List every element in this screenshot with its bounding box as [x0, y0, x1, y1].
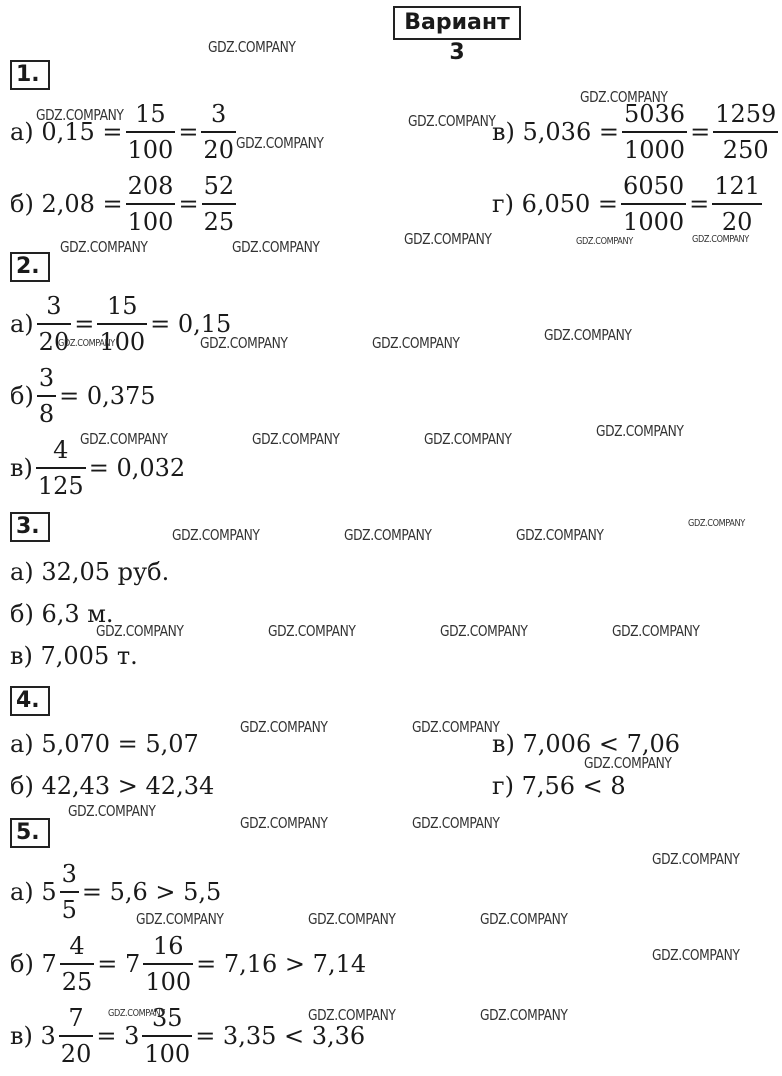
numerator: 3	[46, 292, 62, 320]
numerator: 1259	[715, 100, 777, 128]
numerator: 208	[127, 172, 174, 200]
label: в)	[492, 118, 515, 146]
task-2-number: 2.	[10, 252, 50, 282]
denominator: 1000	[623, 208, 685, 236]
watermark: GDZ.COMPANY	[516, 526, 604, 544]
fraction	[622, 97, 687, 167]
watermark: GDZ.COMPANY	[252, 430, 340, 448]
numerator: 4	[53, 436, 69, 464]
numerator: 16	[152, 932, 184, 960]
watermark: GDZ.COMPANY	[576, 236, 633, 247]
watermark: GDZ.COMPANY	[200, 334, 288, 352]
decimal: 5,036	[522, 118, 592, 146]
watermark: GDZ.COMPANY	[136, 910, 224, 928]
task-2b: б) $\frac{3}{8}$ = 0,375	[10, 370, 156, 422]
label: а)	[10, 118, 34, 146]
fraction	[60, 857, 79, 927]
watermark: GDZ.COMPANY	[80, 430, 168, 448]
answer: 5,070 = 5,07	[41, 730, 199, 758]
fraction	[202, 169, 237, 239]
task-5b: б) 7 $\frac{4}{25}$ = 7 $\frac{16}{100}$ = 7,16 > 7,14	[10, 938, 366, 990]
denominator: 1000	[623, 136, 686, 164]
decimal: 0,15	[41, 118, 95, 146]
decimal: 2,08	[41, 190, 95, 218]
label: б)	[10, 950, 34, 978]
watermark: GDZ.COMPANY	[692, 234, 749, 245]
mixed-number	[41, 1001, 97, 1071]
denominator: 100	[127, 208, 174, 236]
label: а)	[10, 878, 34, 906]
watermark: GDZ.COMPANY	[424, 430, 512, 448]
watermark: GDZ.COMPANY	[688, 518, 745, 529]
fraction	[126, 169, 176, 239]
watermark: GDZ.COMPANY	[60, 238, 148, 256]
denominator: 25	[203, 208, 235, 236]
numerator: 52	[203, 172, 235, 200]
watermark: GDZ.COMPANY	[344, 526, 432, 544]
denominator: 5	[61, 896, 77, 924]
mixed-number	[41, 929, 97, 999]
denominator: 20	[38, 328, 70, 356]
watermark: GDZ.COMPANY	[68, 802, 156, 820]
watermark: GDZ.COMPANY	[172, 526, 260, 544]
watermark: GDZ.COMPANY	[612, 622, 700, 640]
task-4-number: 4.	[10, 686, 50, 716]
watermark: GDZ.COMPANY	[96, 622, 184, 640]
task-3v	[10, 638, 138, 674]
watermark: GDZ.COMPANY	[372, 334, 460, 352]
task-4g	[492, 768, 626, 804]
tail: = 7,16 > 7,14	[196, 950, 367, 978]
label: б)	[10, 600, 34, 628]
watermark: GDZ.COMPANY	[652, 850, 740, 868]
watermark: GDZ.COMPANY	[544, 326, 632, 344]
whole: 3	[40, 1022, 56, 1050]
tail: = 3,35 < 3,36	[195, 1022, 366, 1050]
numerator: 35	[152, 1004, 183, 1032]
whole: 7	[41, 950, 57, 978]
numerator: 5036	[623, 100, 686, 128]
numerator: 15	[106, 292, 138, 320]
numerator: 3	[38, 364, 55, 392]
denominator: 20	[203, 136, 234, 164]
watermark: GDZ.COMPANY	[236, 134, 324, 152]
result: 0,375	[86, 382, 156, 410]
label: а)	[10, 730, 34, 758]
numerator: 4	[69, 932, 85, 960]
denominator: 100	[99, 328, 146, 356]
label: а)	[10, 558, 34, 586]
whole: 3	[124, 1022, 140, 1050]
watermark: GDZ.COMPANY	[652, 946, 740, 964]
label: б)	[10, 772, 34, 800]
answer: 7,56 < 8	[521, 772, 626, 800]
label: г)	[492, 772, 514, 800]
task-2a: а) $\frac{3}{20}$ = $\frac{15}{100}$ = 0,15	[10, 298, 231, 350]
whole: 5	[41, 878, 57, 906]
watermark: GDZ.COMPANY	[412, 718, 500, 736]
answer: 32,05 руб.	[41, 558, 170, 586]
watermark: GDZ.COMPANY	[240, 814, 328, 832]
denominator: 8	[38, 400, 55, 428]
task-5-number: 5.	[10, 818, 50, 848]
task-3a	[10, 554, 169, 590]
numerator: 3	[211, 100, 227, 128]
task-1g: г) 6,050 = $\frac{6050}{1000}$ = $\frac{121}{20}$	[492, 178, 765, 230]
watermark: GDZ.COMPANY	[268, 622, 356, 640]
watermark: GDZ.COMPANY	[240, 718, 328, 736]
denominator: 125	[37, 472, 84, 500]
label: в)	[10, 642, 33, 670]
watermark: GDZ.COMPANY	[108, 1008, 165, 1019]
denominator: 25	[61, 968, 93, 996]
label: г)	[492, 190, 514, 218]
whole: 7	[125, 950, 141, 978]
result: 0,032	[116, 454, 186, 482]
fraction	[59, 1001, 94, 1071]
task-5v: в) 3 $\frac{7}{20}$ = 3 $\frac{35}{100}$ = 3,35 < 3,36	[10, 1010, 365, 1062]
tail: = 5,6 > 5,5	[81, 878, 222, 906]
label: в)	[10, 454, 33, 482]
page-title: Вариант 3	[393, 6, 521, 40]
watermark: GDZ.COMPANY	[308, 1006, 396, 1024]
fraction	[621, 169, 686, 239]
watermark: GDZ.COMPANY	[408, 112, 496, 130]
numerator: 3	[61, 860, 77, 888]
answer: 7,006 < 7,06	[522, 730, 681, 758]
task-4b	[10, 768, 214, 804]
task-4a	[10, 726, 199, 762]
watermark: GDZ.COMPANY	[308, 910, 396, 928]
task-1b: б) 2,08 = $\frac{208}{100}$ = $\frac{52}{25}$	[10, 178, 239, 230]
denominator: 20	[60, 1040, 92, 1068]
label: а)	[10, 310, 34, 338]
task-3-number: 3.	[10, 512, 50, 542]
answer: 6,3 м.	[41, 600, 114, 628]
watermark: GDZ.COMPANY	[208, 38, 296, 56]
watermark: GDZ.COMPANY	[480, 910, 568, 928]
decimal: 6,050	[521, 190, 591, 218]
numerator: 121	[714, 172, 761, 200]
denominator: 100	[144, 1040, 191, 1068]
watermark: GDZ.COMPANY	[480, 1006, 568, 1024]
label: в)	[492, 730, 515, 758]
task-1a: а) 0,15 = $\frac{15}{100}$ = $\frac{3}{20}$	[10, 106, 239, 158]
label: б)	[10, 382, 34, 410]
watermark: GDZ.COMPANY	[412, 814, 500, 832]
label: в)	[10, 1022, 33, 1050]
answer: 42,43 > 42,34	[41, 772, 215, 800]
numerator: 6050	[623, 172, 685, 200]
numerator: 7	[68, 1004, 84, 1032]
numerator: 15	[135, 100, 166, 128]
fraction	[712, 169, 762, 239]
fraction	[143, 929, 193, 999]
denominator: 250	[722, 136, 769, 164]
denominator: 20	[721, 208, 753, 236]
watermark: GDZ.COMPANY	[232, 238, 320, 256]
task-1-number: 1.	[10, 60, 50, 90]
watermark: GDZ.COMPANY	[36, 106, 124, 124]
fraction	[60, 929, 95, 999]
result: 0,15	[177, 310, 232, 338]
fraction	[201, 97, 236, 167]
watermark: GDZ.COMPANY	[58, 338, 115, 349]
task-2v: в) $\frac{4}{125}$ = 0,032	[10, 442, 185, 494]
mixed-number	[125, 929, 196, 999]
watermark: GDZ.COMPANY	[440, 622, 528, 640]
task-1v: в) 5,036 = $\frac{5036}{1000}$ = $\frac{1259}{250}$	[492, 106, 781, 158]
watermark: GDZ.COMPANY	[584, 754, 672, 772]
fraction	[713, 97, 778, 167]
fraction	[37, 361, 56, 431]
label: б)	[10, 190, 34, 218]
fraction	[126, 97, 176, 167]
fraction	[36, 433, 86, 503]
answer: 7,005 т.	[40, 642, 138, 670]
mixed-number	[41, 857, 82, 927]
watermark: GDZ.COMPANY	[404, 230, 492, 248]
denominator: 100	[145, 968, 192, 996]
watermark: GDZ.COMPANY	[580, 88, 668, 106]
denominator: 100	[127, 136, 174, 164]
watermark: GDZ.COMPANY	[596, 422, 684, 440]
